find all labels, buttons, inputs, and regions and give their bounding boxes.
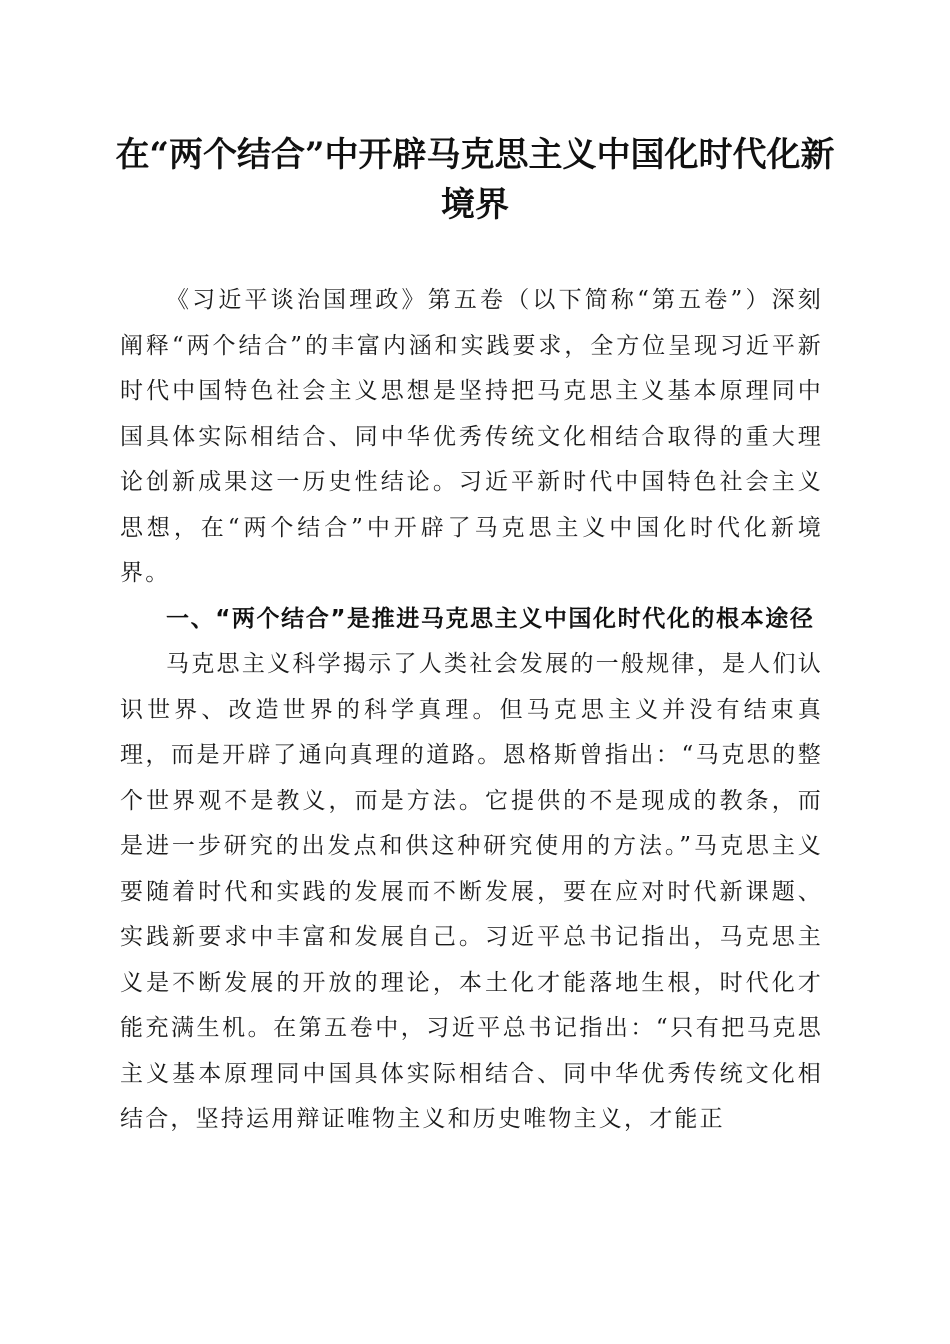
section-paragraph: 马克思主义科学揭示了人类社会发展的一般规律，是人们认识世界、改造世界的科学真理。但马克思主义并没有结束真理，而是开辟了通向真理的道路。恩格斯曾指出：“马克思的整个世界观不是教义，而是方法。它提供的不是现成的教条，而是进一步研究的出发点和供这种研究使用的方法。”马克思主义要随着时代和实践的发展而不断发展，要在应对时代新课题、实践新要求中丰富和发展自己。习近平总书记指出，马克思主义是不断发展的开放的理论，本土化才能落地生根，时代化才能充满生机。在第五卷中，习近平总书记指出：“只有把马克思主义基本原理同中国具体实际相结合、同中华优秀传统文化相结合，坚持运用辩证唯物主义和历史唯物主义，才能正 [120, 651, 823, 1132]
section-heading: 一、“两个结合”是推进马克思主义中国化时代化的根本途径 [166, 605, 815, 632]
document-body [120, 278, 823, 1143]
document-title: 在“两个结合”中开辟马克思主义中国化时代化新境界 [115, 135, 835, 225]
intro-paragraph: 《习近平谈治国理政》第五卷（以下简称“第五卷”）深刻阐释“两个结合”的丰富内涵和实践要求，全方位呈现习近平新时代中国特色社会主义思想是坚持把马克思主义基本原理同中国具体实际相结合、同中华优秀传统文化相结合取得的重大理论创新成果这一历史性结论。习近平新时代中国特色社会主义思想，在“两个结合”中开辟了马克思主义中国化时代化新境界。 [120, 287, 823, 586]
